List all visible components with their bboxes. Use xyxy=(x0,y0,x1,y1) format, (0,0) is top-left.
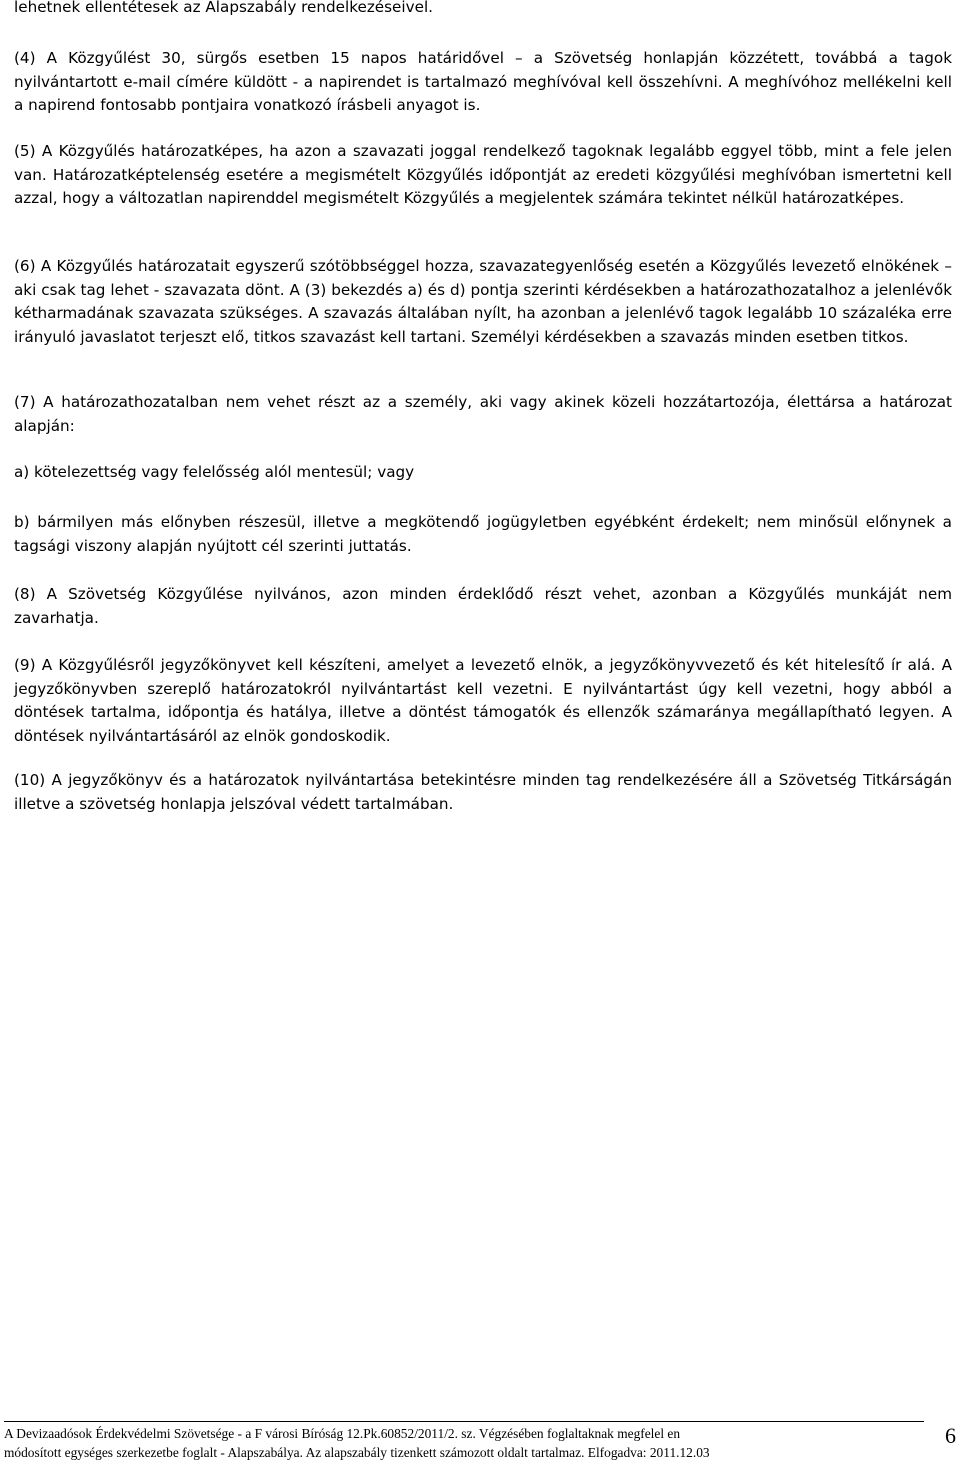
paragraph-7: (7) A határozathozatalban nem vehet részt az a személy, aki vagy akinek közeli hozzátartozója, élettársa a határozat alapján: xyxy=(14,393,952,435)
paragraph-5: (5) A Közgyűlés határozatképes, ha azon a szavazati joggal rendelkező tagoknak legalább eggyel több, mint a fele jelen van. Határozatképtelenség esetére a megismételt Közgyűlés időpontját az eredeti közgyűlési meghívóban ismertetni kell azzal, hogy a változatlan napirenddel megismételt Közgyűlés a megjelentek számára tekintet nélkül határozatképes. xyxy=(14,142,952,207)
paragraph-continuation: lehetnek ellentétesek az Alapszabály rendelkezéseivel. xyxy=(14,0,433,16)
page-number: 6 xyxy=(945,1423,956,1448)
footer-line-1: A Devizaadósok Érdekvédelmi Szövetsége - a F városi Bíróság 12.Pk.60852/2011/2. sz. Végzésében foglaltaknak megfelel en xyxy=(4,1426,681,1441)
paragraph-6: (6) A Közgyűlés határozatait egyszerű szótöbbséggel hozza, szavazategyenlőség esetén a Közgyűlés levezető elnökének – aki csak tag lehet - szavazata dönt. A (3) bekezdés a) és d) pontja szerinti kérdésekben a határozathozatalhoz a jelenlévők kétharmadának szavazata szükséges. A szavazás általában nyílt, ha azonban a jelenlévő tagok legalább 10 százaléka erre irányuló javaslatot terjeszt elő, titkos szavazást kell tartani. Személyi kérdésekben a szavazás minden esetben titkos. xyxy=(14,257,952,346)
paragraph-9: (9) A Közgyűlésről jegyzőkönyvet kell készíteni, amelyet a levezető elnök, a jegyzőkönyvvezető és két hitelesítő ír alá. A jegyzőkönyvben szereplő határozatokról nyilvántartást kell vezetni. E nyilvántartást úgy kell vezetni, hogy abból a döntések tartalma, időpontja és hatálya, illetve a döntést támogatók és ellenzők számaránya megállapítható legyen. A döntések nyilvántartásáról az elnök gondoskodik. xyxy=(14,656,952,745)
paragraph-7-b: b) bármilyen más előnyben részesül, illetve a megkötendő jogügyletben egyébként érdekelt; nem minősül előnynek a tagsági viszony alapján nyújtott cél szerinti juttatás. xyxy=(14,513,952,555)
paragraph-4: (4) A Közgyűlést 30, sürgős esetben 15 napos határidővel – a Szövetség honlapján közzétett, továbbá a tagok nyilvántartott e-mail címére küldött - a napirendet is tartalmazó meghívóval kell összehívni. A meghívóhoz mellékelni kell a napirend fontosabb pontjaira vonatkozó írásbeli anyagot is. xyxy=(14,49,952,114)
paragraph-8: (8) A Szövetség Közgyűlése nyilvános, azon minden érdeklődő részt vehet, azonban a Közgyűlés munkáját nem zavarhatja. xyxy=(14,585,952,627)
footer-divider xyxy=(4,1421,924,1422)
paragraph-7-a: a) kötelezettség vagy felelősség alól mentesül; vagy xyxy=(14,463,415,481)
footer-text xyxy=(4,1424,909,1462)
footer-line-2: módosított egységes szerkezetbe foglalt - Alapszabálya. Az alapszabály tizenkett számozott oldalt tartalmaz. Elfogadva: 2011.12.03 xyxy=(4,1445,710,1460)
paragraph-10: (10) A jegyzőkönyv és a határozatok nyilvántartása betekintésre minden tag rendelkezésére áll a Szövetség Titkárságán illetve a szövetség honlapja jelszóval védett tartalmában. xyxy=(14,771,952,813)
